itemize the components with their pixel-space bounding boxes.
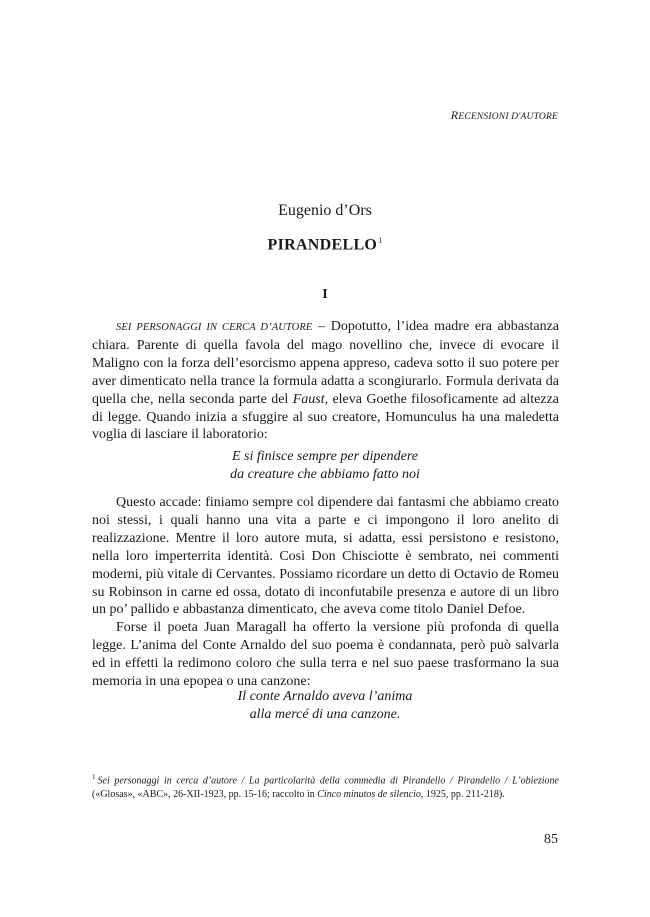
section-number: I: [322, 287, 328, 302]
verse-1-line-1: E si finisce sempre per dipendere: [232, 449, 418, 464]
footnote-text-b: , 1925, pp. 211-218).: [420, 789, 505, 801]
running-header-rest: ECENSIONI D'AUTORE: [458, 112, 558, 122]
article-title: PIRANDELLO: [267, 236, 378, 254]
running-header: [451, 108, 558, 123]
paragraph-1: [92, 318, 559, 444]
footnote: [92, 770, 559, 802]
paragraph-1-text-a: – Dopotutto, l’idea madre era abbastanza chiara. Parente di quella favola del mago novellino che, invece di evocare il Maligno con la forza dell’esorcismo appena appreso, cadeva sotto il suo potere per aver dimenticato nella trance la formula adatta a scongiurarlo. Formula derivata da quella che, nella seconda parte del: [92, 319, 559, 407]
footnote-italic-titles: Sei personaggi in cerca d’autore / La particolarità della commedia di Pirandello / Pirandello / L’obiezione: [97, 775, 559, 787]
paragraph-1-text-b: , eleva Goethe filosoficamente ad altezza di legge. Quando inizia a sfuggire al suo creatore, Homunculus ha una maledetta voglia di lasciare il laboratorio:: [92, 391, 560, 443]
verse-2-line-2: alla mercé di una canzone.: [249, 707, 401, 722]
article-author: Eugenio d’Ors: [278, 202, 372, 219]
paragraph-1-faust: Faust: [292, 391, 325, 407]
page-number: 85: [544, 832, 558, 847]
paragraph-2: Questo accade: finiamo sempre col dipendere dai fantasmi che abbiamo creato noi stessi, i quali hanno una vita a parte e ci impongono il loro anelito di realizzazione. Mentre il loro autore muta, si adatta, essi persistono e resistono, nella loro imperterrita identità. Così Don Chisciotte è sembrato, nei commenti moderni, più vitale di Cervantes. Possiamo ricordare un detto di Octavio de Romeu su Robinson in carne ed ossa, dotato di inconfutabile presenza e autore di un libro un po’ pallido e abbastanza dimenticato, che aveva come titolo Daniel Defoe.: [92, 495, 559, 618]
verse-2-line-1: Il conte Arnaldo aveva l’anima: [237, 689, 413, 704]
footnote-text-a: («Glosas», «ABC», 26-XII-1923, pp. 15-16; raccolto in: [92, 789, 318, 801]
verse-quote-2: [0, 688, 650, 724]
title-footnote-marker: 1: [378, 236, 383, 245]
paragraphs-2-3: [92, 494, 559, 691]
article-title-line: [0, 236, 650, 254]
footnote-italic-book: Cinco minutos de silencio: [317, 789, 421, 801]
paragraph-lead-title: SEI PERSONAGGI IN CERCA D’AUTORE: [116, 322, 313, 333]
verse-quote-1: [0, 448, 650, 484]
running-header-initial: R: [450, 108, 459, 122]
footnote-marker: 1: [92, 773, 96, 781]
verse-1-line-2: da creature che abbiamo fatto noi: [230, 467, 420, 482]
paragraph-3: Forse il poeta Juan Maragall ha offerto la versione più profonda di quella legge. L’anima del Conte Arnaldo del suo poema è condannata, però può salvarla ed in effetti la redimono coloro che sulla terra e nel suo paese trasformano la sua memoria in una epopea o una canzone:: [92, 620, 559, 690]
